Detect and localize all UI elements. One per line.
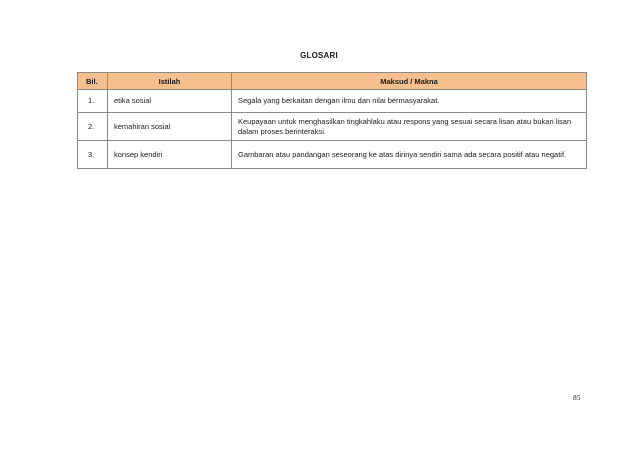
header-bil: Bil. [78,73,108,90]
row-maksud: Gambaran atau pandangan seseorang ke atas dirinya sendiri sama ada secara positif atau negatif. [232,141,587,169]
row-istilah: konsep kendiri [108,141,232,169]
header-istilah: Istilah [108,73,232,90]
glossary-title: GLOSARI [300,51,338,60]
row-maksud: Keupayaan untuk menghasilkan tingkahlaku atau respons yang sesuai secara lisan atau bukan lisan dalam proses berinteraksi. [232,113,587,141]
row-bil: 2. [78,113,108,141]
row-maksud: Segala yang berkaitan dengan ilmu dan nilai bermasyarakat. [232,90,587,113]
table-row [78,113,587,141]
row-istilah: etika sosial [108,90,232,113]
table-row [78,90,587,113]
row-bil: 1. [78,90,108,113]
header-maksud: Maksud / Makna [232,73,587,90]
glossary-table [77,72,587,169]
row-istilah: kemahiran sosial [108,113,232,141]
table-header-row [78,73,587,90]
page-number: 85 [573,393,581,402]
table-row [78,141,587,169]
row-bil: 3. [78,141,108,169]
